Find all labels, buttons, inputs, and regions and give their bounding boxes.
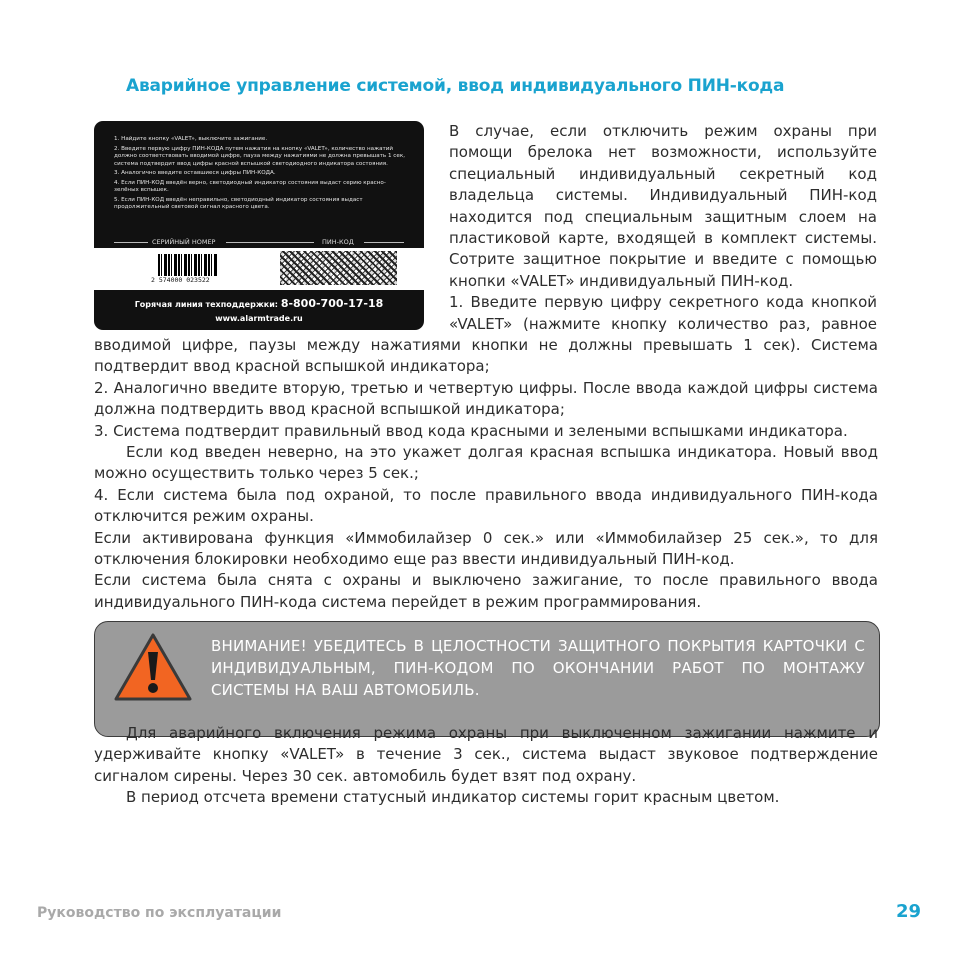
text-line: Сотрите защитное покрытие и введите с помощью [449, 250, 877, 269]
text-line: кнопки «VALET» индивидуальный ПИН-код. [449, 271, 794, 290]
website: www.alarmtrade.ru [215, 314, 303, 323]
text-line: 1. Введите первую цифру секретного кода кнопкой [449, 293, 877, 312]
card-step: 1. Найдите кнопку «VALET», выключите зажигание. [114, 136, 268, 142]
pin-card-image [94, 121, 424, 330]
warning-triangle-icon [113, 632, 193, 702]
paragraph: Для аварийного включения режима охраны при выключенном зажигании нажмите и удерживайте кнопку «VALET» в течение 3 сек., система выдаст звуковое подтверждение сигналом сирены. Через 30 сек. автомобиль будет взят под охрану. [94, 724, 878, 785]
hotline [94, 297, 424, 310]
serial-label: СЕРИЙНЫЙ НОМЕР [152, 238, 216, 246]
arming-section [94, 723, 878, 809]
hotline-number: 8-800-700-17-18 [280, 297, 384, 310]
card-step: 5. Если ПИН-КОД введён неправильно, светодиодный индикатор состояния выдаст продолжительный световой сигнал красного цвета. [114, 196, 363, 210]
paragraph: В период отсчета времени статусный индикатор системы горит красным цветом. [126, 788, 780, 807]
paragraph: 3. Система подтвердит правильный ввод кода красными и зелеными вспышками индикатора. [94, 421, 848, 440]
hotline-label: Горячая линия техподдержки: [134, 300, 279, 309]
footer-title: Руководство по эксплуатации [37, 905, 282, 921]
barcode-number: 2 574000 023522 [151, 276, 210, 284]
card-step: 2. Введите первую цифру ПИН-КОДА путем нажатия на кнопку «VALET», количество нажатий должно соответствовать вводимой цифре, пауза между нажатиями не должна превышать 1 сек, система подтвердит ввод цифры красной вспышкой светодиодного индикатора состояния. [114, 145, 405, 167]
divider [114, 242, 148, 243]
text-line: В случае, если отключить режим охраны при [449, 122, 877, 140]
paragraph: Если код введен неверно, на это укажет долгая красная вспышка индикатора. Новый ввод можно осуществить только через 5 сек.; [94, 443, 878, 483]
intro-paragraph [449, 121, 877, 335]
text-line: находится под специальным защитным слоем на [449, 207, 877, 226]
instructions-body [94, 335, 878, 613]
text-line: владельца системы. Индивидуальный ПИН-код [449, 186, 877, 205]
divider [364, 242, 404, 243]
pin-label: ПИН-КОД [322, 238, 354, 246]
paragraph: Если система была снята с охраны и выключено зажигание, то после правильного ввода индивидуального ПИН-кода система перейдет в режим программирования. [94, 571, 878, 611]
paragraph: 2. Аналогично введите вторую, третью и четвертую цифры. После ввода каждой цифры система должна подтвердить ввод красной вспышкой индикатора; [94, 378, 878, 419]
card-step: 4. Если ПИН-КОД введён верно, светодиодный индикатор состояния выдаст серию красно-зелёных вспышек. [114, 179, 386, 193]
paragraph: вводимой цифре, паузы между нажатиями кнопки не должны превышать 1 сек). Система подтвердит ввод красной вспышкой индикатора; [94, 336, 878, 376]
text-line: специальный индивидуальный секретный код [449, 164, 877, 183]
scratch-pin-area [280, 251, 397, 285]
paragraph: Если активирована функция «Иммобилайзер 0 сек.» или «Иммобилайзер 25 сек.», то для отключения блокировки необходимо еще раз ввести индивидуальный ПИН-код. [94, 528, 878, 569]
page-title: Аварийное управление системой, ввод индивидуального ПИН-кода [126, 76, 785, 96]
card-instructions [114, 136, 410, 214]
barcode-icon [158, 254, 218, 276]
page-number: 29 [896, 901, 922, 922]
paragraph: 4. Если система была под охраной, то после правильного ввода индивидуального ПИН-кода отключится режим охраны. [94, 485, 878, 526]
warning-text: ВНИМАНИЕ! УБЕДИТЕСЬ В ЦЕЛОСТНОСТИ ЗАЩИТНОГО ПОКРЫТИЯ КАРТОЧКИ С ИНДИВИДУАЛЬНЫМ, ПИН-КОДОМ ПО ОКОНЧАНИИ РАБОТ ПО МОНТАЖУ СИСТЕМЫ НА ВАШ АВТОМОБИЛЬ. [211, 637, 865, 699]
card-step: 3. Аналогично введите оставшиеся цифры ПИН-КОДА. [114, 170, 276, 176]
divider [226, 242, 314, 243]
text-line: «VALET» (нажмите кнопку количество раз, равное [449, 314, 877, 333]
text-line: пластиковой карте, входящей в комплект системы. [449, 229, 877, 248]
warning-box [94, 621, 880, 737]
text-line: помощи брелока нет возможности, используйте [449, 143, 877, 162]
